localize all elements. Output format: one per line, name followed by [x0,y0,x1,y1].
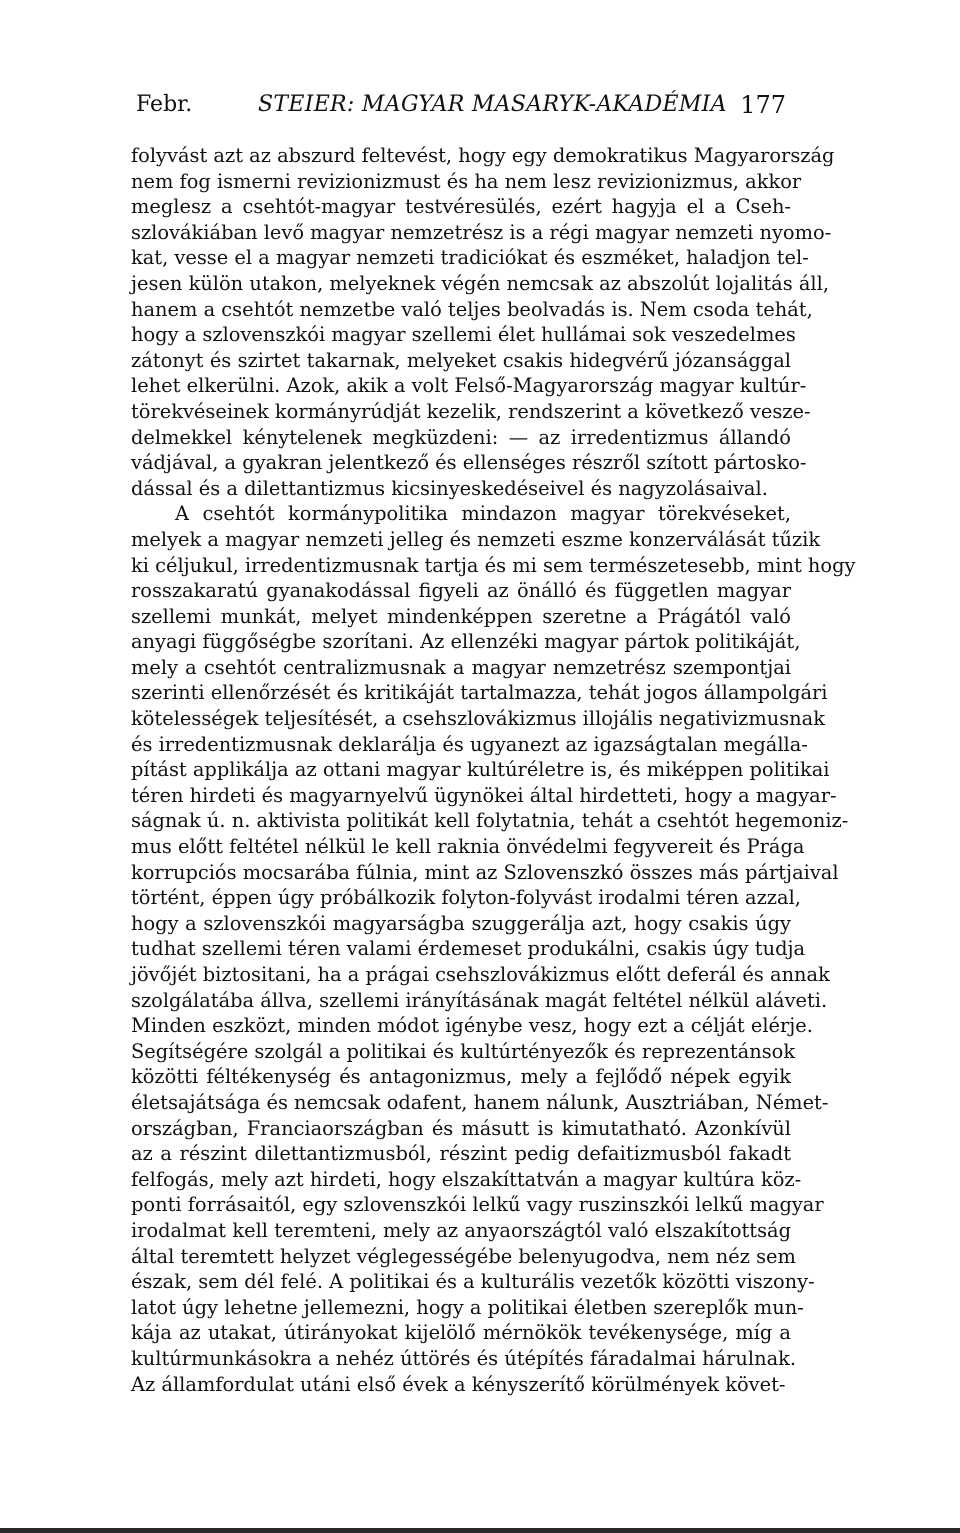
text-line: az a részint dilettantizmusból, részint pedig defaitizmusból fakadt [131,1142,791,1166]
text-line: lehet elkerülni. Azok, akik a volt Felső-Magyarország magyar kultúr- [131,374,807,398]
text-line: történt, éppen úgy próbálkozik folyton-folyvást irodalmi téren azzal, [131,886,801,910]
text-line: és irredentizmusnak deklarálja és ugyanezt az igazságtalan megálla- [131,732,808,756]
text-line: delmekkel kénytelenek megküzdeni: — az irredentizmus állandó [131,425,791,449]
text-line: pítást applikálja az ottani magyar kultúréletre is, és miképpen politikai [131,758,830,782]
body-text [131,143,856,1397]
text-line: felfogás, mely azt hirdeti, hogy elszakíttatván a magyar kultúra köz- [131,1167,802,1191]
text-line: mus előtt feltétel nélkül le kell raknia önvédelmi fegyvereit és Prága [131,835,805,859]
text-line: Az államfordulat utáni első évek a kényszerítő körülmények követ- [131,1372,786,1396]
text-line: ponti forrásaitól, egy szlovenszkói lelkű vagy ruszinszkói lelkű magyar [131,1193,824,1217]
text-line: folyvást azt az abszurd feltevést, hogy egy demokratikus Magyarország [131,144,835,167]
text-line: A csehtót kormánypolitika mindazon magyar törekvéseket, [175,502,791,526]
text-line: ki céljukul, irredentizmusnak tartja és mi sem természetesebb, mint hogy [131,553,856,577]
header-month: Febr. [136,92,193,117]
text-line: hogy a szlovenszkói magyar szellemi élet hullámai sok veszedelmes [131,323,796,347]
header-title: STEIER: MAGYAR MASARYK-AKADÉMIA [258,92,727,117]
text-line: kat, vesse el a magyar nemzeti tradiciókat és eszméket, haladjon tel- [131,246,809,270]
text-line: latot úgy lehetne jellemezni, hogy a politikai életben szereplők mun- [131,1295,804,1319]
text-line: meglesz a csehtót-magyar testvéresülés, ezért hagyja el a Cseh- [131,195,791,219]
text-line: szellemi munkát, melyet mindenképpen szeretne a Prágától való [131,604,791,628]
running-header [136,90,786,126]
text-line: ságnak ú. n. aktivista politikát kell folytatnia, tehát a csehtót hegemoniz- [131,809,849,833]
text-line: hanem a csehtót nemzetbe való teljes beolvadás is. Nem csoda tehát, [131,297,813,321]
text-line: törekvéseinek kormányrúdját kezelik, rendszerint a következő vesze- [131,399,811,423]
text-line: szlovákiában levő magyar nemzetrész is a régi magyar nemzeti nyomo- [131,220,832,244]
text-line: hogy a szlovenszkói magyarságba szuggerálja azt, hogy csakis úgy [131,911,791,935]
text-line: közötti féltékenység és antagonizmus, mely a fejlődő népek egyik [131,1065,791,1089]
page-number: 177 [740,91,786,119]
text-line: életsajátsága és nemcsak odafent, hanem nálunk, Ausztriában, Német- [131,1090,829,1114]
text-line: zátonyt és szirtet takarnak, melyeket csakis hidegvérű józansággal [131,348,791,372]
text-line: szerinti ellenőrzését és kritikáját tartalmazza, tehát jogos állampolgári [131,681,828,705]
text-line: által teremtett helyzet véglegességébe belenyugodva, nem néz sem [131,1244,796,1268]
text-line: szolgálatába állva, szellemi irányításának magát feltétel nélkül aláveti. [131,988,828,1012]
text-line: kája az utakat, útirányokat kijelölő mérnökök tevékenysége, míg a [131,1321,791,1345]
text-line: irodalmat kell teremteni, mely az anyaországtól való elszakítottság [131,1218,791,1242]
text-line: észak, sem dél felé. A politikai és a kulturális vezetők közötti viszony- [131,1270,815,1294]
text-line: anyagi függőségbe szorítani. Az ellenzéki magyar pártok politikáját, [131,630,801,654]
text-line: jesen külön utakon, melyeknek végén nemcsak az abszolút lojalitás áll, [131,271,829,295]
text-line: téren hirdeti és magyarnyelvű ügynökei által hirdetteti, hogy a magyar- [131,783,837,807]
text-line: jövőjét biztositani, ha a prágai csehszlovákizmus előtt deferál és annak [131,963,830,986]
text-line: dással és a dilettantizmus kicsinyeskedéseivel és nagyzolásaival. [131,476,768,500]
text-line: Minden eszközt, minden módot igénybe vesz, hogy ezt a célját elérje. [131,1014,813,1038]
text-line: nem fog ismerni revizionizmust és ha nem lesz revizionizmus, akkor [131,169,802,193]
text-line: országban, Franciaországban és másutt is kimutatható. Azonkívül [131,1116,791,1140]
text-line: tudhat szellemi téren valami érdemeset produkálni, csakis úgy tudja [131,937,806,961]
text-line: vádjával, a gyakran jelentkező és ellenséges részről szított pártosko- [131,451,807,475]
text-line: melyek a magyar nemzeti jelleg és nemzeti eszme konzerválását tűzik [131,527,821,551]
text-line: kultúrmunkásokra a nehéz úttörés és útépítés fáradalmai hárulnak. [131,1346,797,1370]
text-line: mely a csehtót centralizmusnak a magyar nemzetrész szempontjai [131,655,791,679]
text-line: Segítségére szolgál a politikai és kultúrtényezők és reprezentánsok [131,1039,796,1063]
text-line: rosszakaratú gyanakodással figyeli az önálló és független magyar [131,579,791,603]
text-line: korrupciós mocsarába fúlnia, mint az Szlovenszkó összes más pártjaival [131,860,839,884]
text-line: kötelességek teljesítését, a csehszlovákizmus illojális negativizmusnak [131,707,825,731]
scan-edge [0,1528,960,1533]
